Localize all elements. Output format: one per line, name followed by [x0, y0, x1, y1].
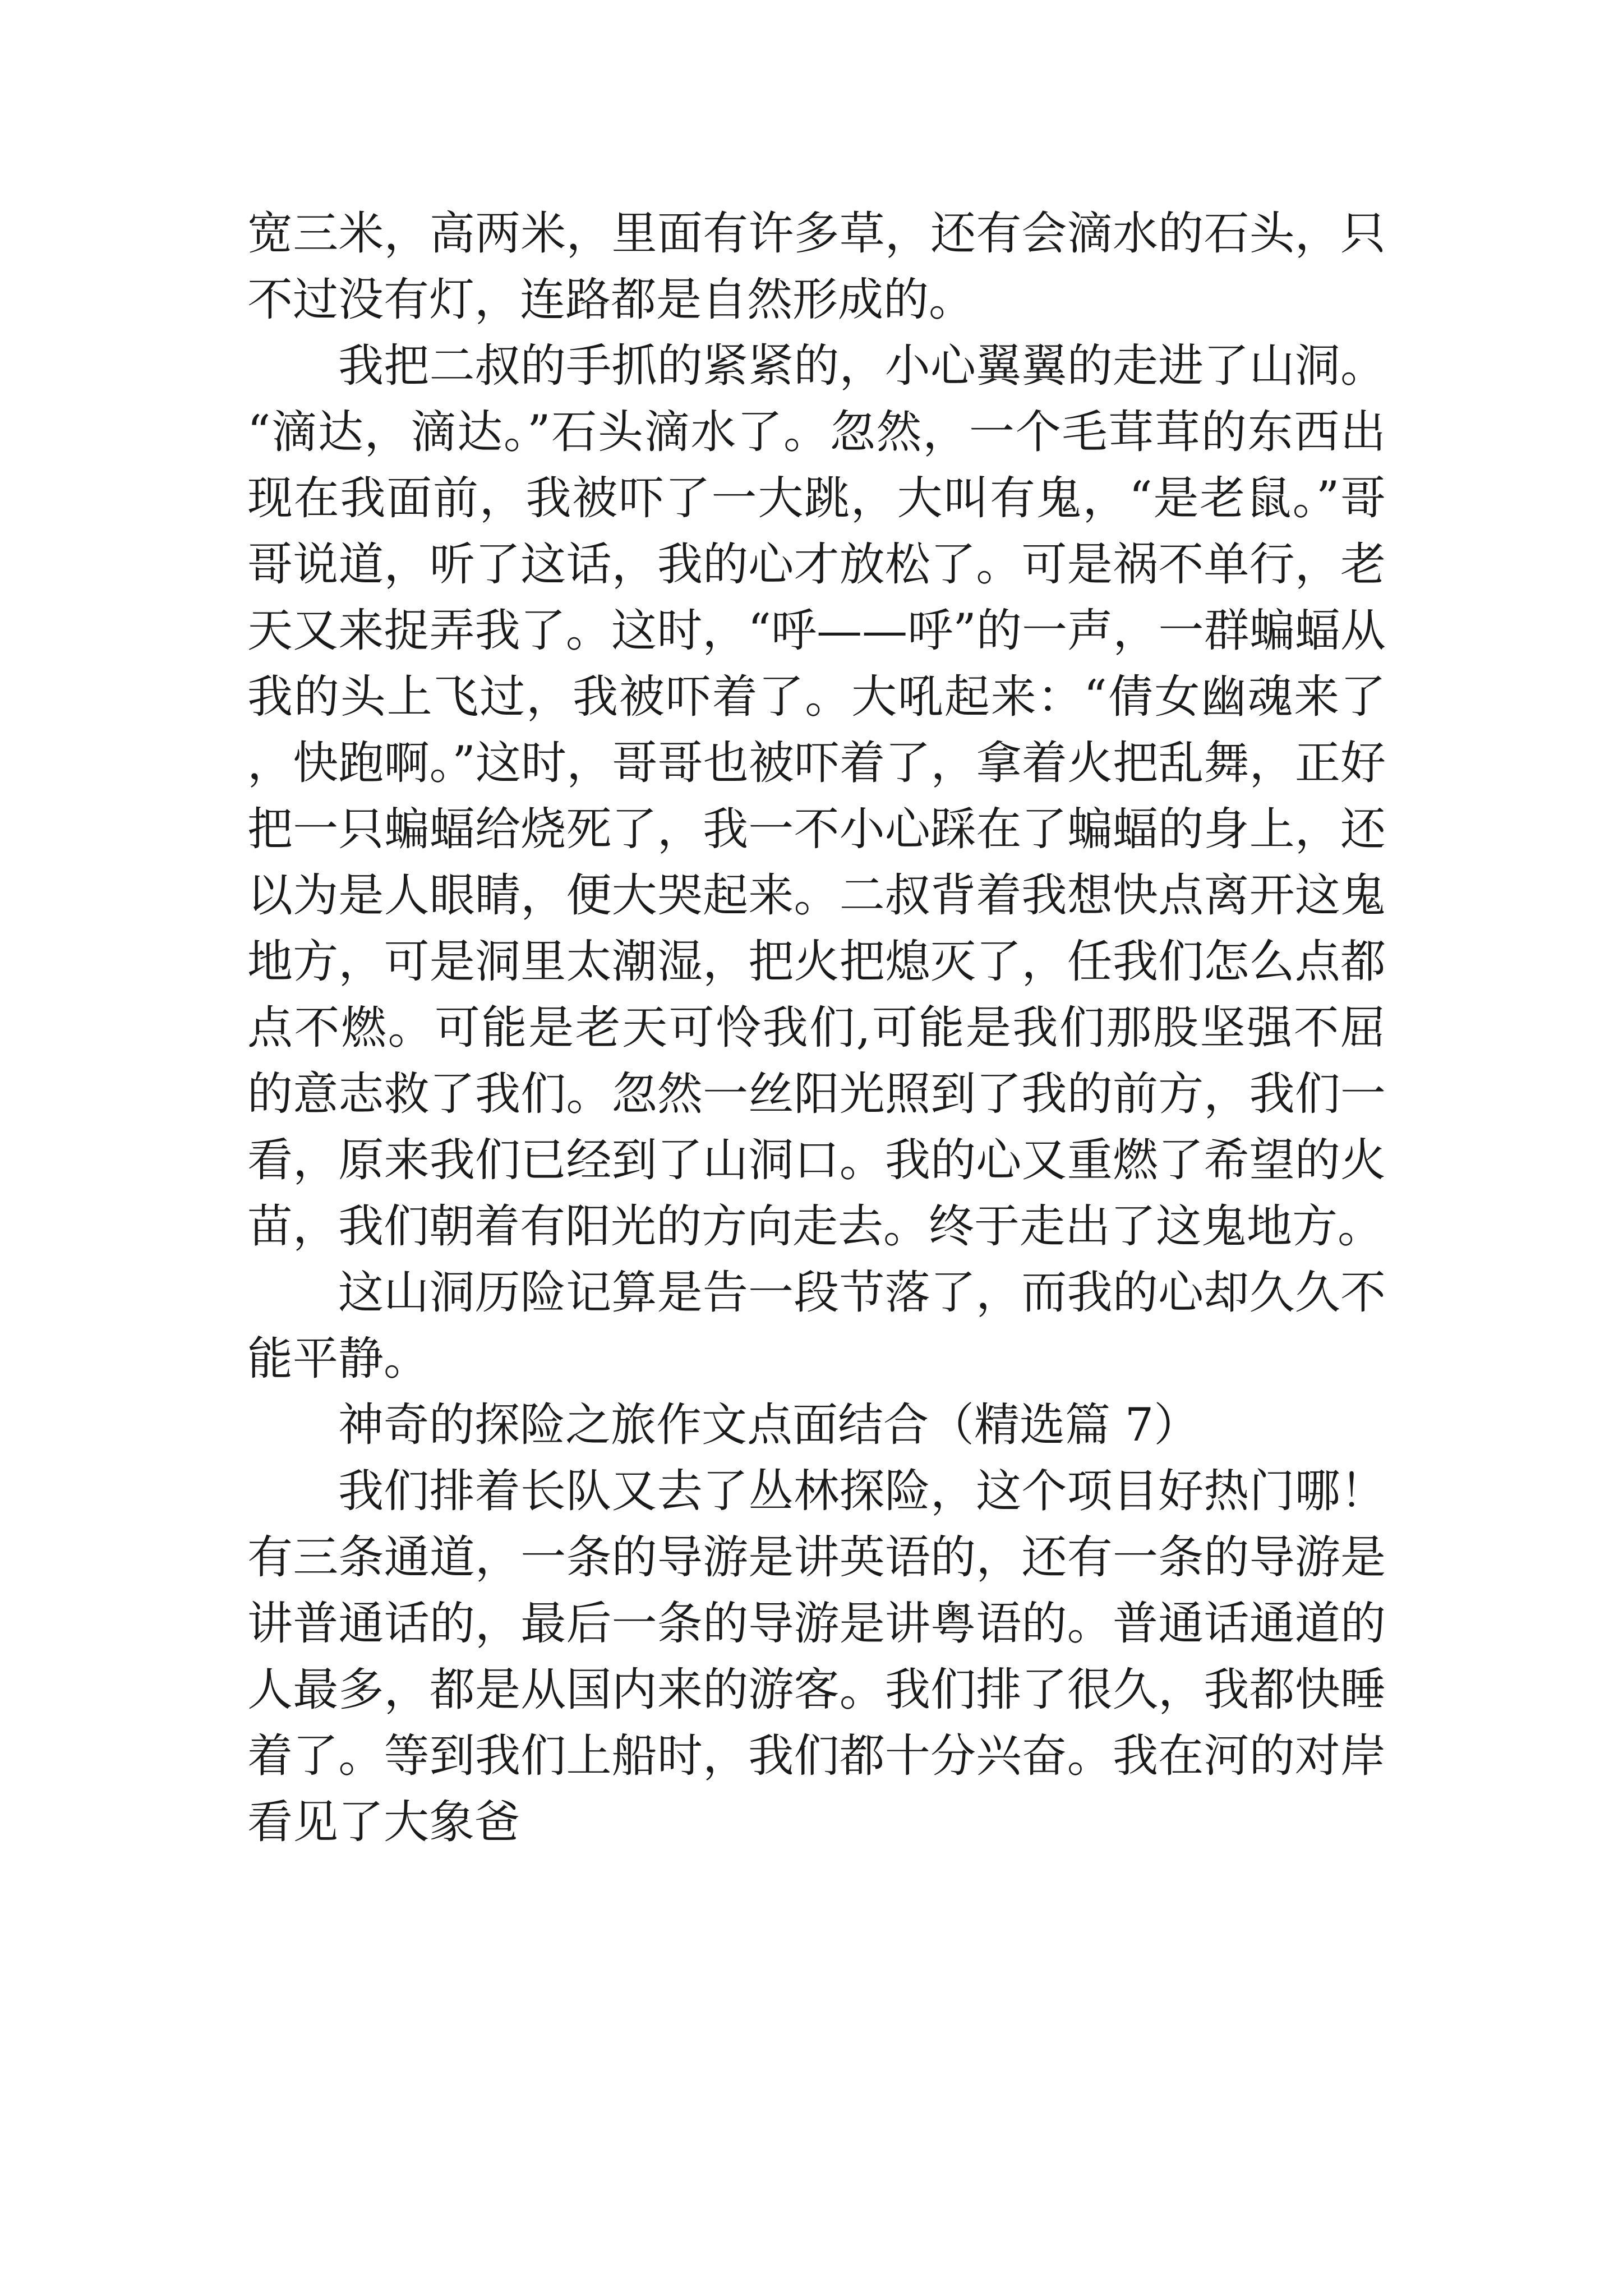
paragraph-jungle-adventure: 我们排着长队又去了丛林探险，这个项目好热门哪！有三条通道，一条的导游是讲英语的，还有一条的导游是讲普通话的，最后一条的导游是讲粤语的。普通话通道的人最多，都是从国内来的游客。我们排了很久，我都快睡着了。等到我们上船时，我们都十分兴奋。我在河的对岸看见了大象爸: [247, 1465, 1386, 1849]
section-heading: 神奇的探险之旅作文点面结合（精选篇 7）: [338, 1399, 1200, 1452]
document-body: [247, 201, 1386, 1856]
paragraph-cave-adventure: 我把二叔的手抓的紧紧的，小心翼翼的走进了山洞。“滴达，滴达。”石头滴水了。忽然，一个毛茸茸的东西出现在我面前，我被吓了一大跳，大叫有鬼，“是老鼠。”哥哥说道，听了这话，我的心才放松了。可是祸不单行，老天又来捉弄我了。这时，“呼——呼”的一声，一群蝙蝠从我的头上飞过，我被吓着了。大吼起来：“倩女幽魂来了，快跑啊。”这时，哥哥也被吓着了，拿着火把乱舞，正好把一只蝙蝠给烧死了，我一不小心踩在了蝙蝠的身上，还以为是人眼睛，便大哭起来。二叔背着我想快点离开这鬼地方，可是洞里太潮湿，把火把熄灭了，任我们怎么点都点不燃。可能是老天可怜我们,可能是我们那股坚强不屈的意志救了我们。忽然一丝阳光照到了我的前方，我们一看，原来我们已经到了山洞口。我的心又重燃了希望的火苗，我们朝着有阳光的方向走去。终于走出了这鬼地方。: [247, 340, 1386, 1253]
paragraph-conclusion: 这山洞历险记算是告一段节落了，而我的心却久久不能平静。: [247, 1267, 1386, 1386]
paragraph-continuation: 宽三米，高两米，里面有许多草，还有会滴水的石头，只不过没有灯，连路都是自然形成的。: [247, 208, 1386, 326]
